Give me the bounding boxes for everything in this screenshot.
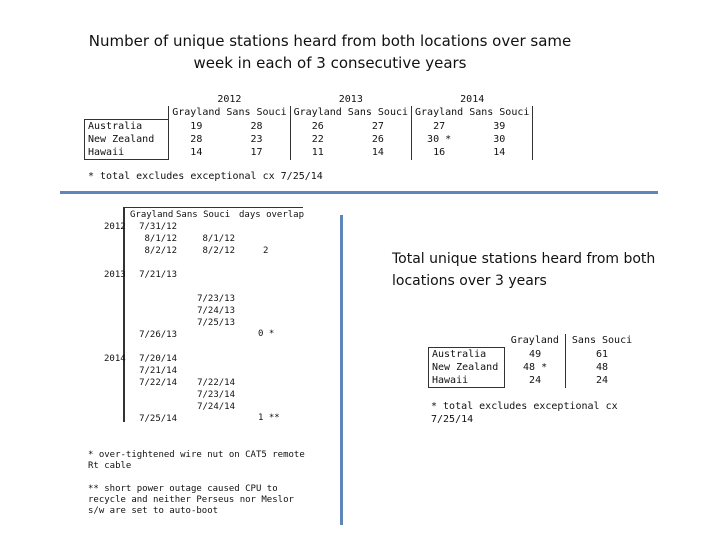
page-title xyxy=(60,30,600,74)
sans-souci-date: 7/24/14 xyxy=(197,402,235,412)
totals-header-grayland: Grayland xyxy=(510,335,559,347)
vertical-divider xyxy=(340,215,343,525)
table-cell: 22 xyxy=(311,134,324,145)
totals-title xyxy=(392,248,692,292)
col-sans-souci-2013: Sans Souci xyxy=(345,106,412,120)
table-row xyxy=(85,146,533,160)
table-cell: 48 * xyxy=(523,362,548,373)
sans-souci-date: 7/22/14 xyxy=(197,378,235,388)
schedule-top-border xyxy=(123,207,303,208)
totals-row-label-hawaii: Hawaii xyxy=(429,374,505,388)
col-sans-souci-2014: Sans Souci xyxy=(466,106,533,120)
totals-note: * total excludes exceptional cx 7/25/14 xyxy=(431,401,618,425)
grayland-date: 7/26/13 xyxy=(139,330,177,340)
horizontal-divider xyxy=(60,191,658,194)
sans-souci-date: 7/23/13 xyxy=(197,294,235,304)
grayland-date: 7/21/13 xyxy=(139,270,177,280)
year-header-2014: 2014 xyxy=(460,94,485,105)
year-label-2012: 2012 xyxy=(104,222,126,232)
sans-souci-date: 7/23/14 xyxy=(197,390,235,400)
totals-title-line-2: locations over 3 years xyxy=(392,273,547,289)
schedule-left-border xyxy=(123,207,125,422)
schedule-header-grayland: Grayland xyxy=(130,210,174,220)
table-cell: 24 xyxy=(565,374,638,388)
table-cell: 26 xyxy=(311,120,324,132)
overlap-2014: 1 ** xyxy=(258,413,280,423)
yearly-stations-table xyxy=(84,93,533,160)
col-grayland-2013: Grayland xyxy=(293,107,342,119)
table-cell: 28 xyxy=(190,134,203,145)
totals-row-label-australia: Australia xyxy=(429,348,505,362)
table1-note: * total excludes exceptional cx 7/25/14 xyxy=(88,171,323,182)
totals-title-line-1: Total unique stations heard from both xyxy=(392,251,656,267)
totals-header-sans-souci: Sans Souci xyxy=(565,334,638,348)
row-label-hawaii: Hawaii xyxy=(85,146,169,160)
grayland-date: 7/31/12 xyxy=(139,222,177,232)
table-cell: 23 xyxy=(223,133,290,146)
schedule-header-sans-souci: Sans Souci xyxy=(176,210,231,220)
grayland-date: 7/25/14 xyxy=(139,414,177,424)
table-row xyxy=(429,348,639,362)
year-label-2013: 2013 xyxy=(104,270,126,280)
sans-souci-date: 7/24/13 xyxy=(197,306,235,316)
table-cell: 19 xyxy=(190,120,203,132)
schedule-header-days-overlap: days overlap xyxy=(239,210,305,220)
year-header-2013: 2013 xyxy=(338,94,363,105)
table-row xyxy=(429,361,639,374)
table-cell: 14 xyxy=(190,147,203,159)
table-cell: 14 xyxy=(345,146,412,160)
totals-row-label-new-zealand: New Zealand xyxy=(429,361,505,374)
table-cell: 27 xyxy=(433,120,446,132)
totals-table xyxy=(428,334,638,388)
footnote-power-outage: ** short power outage caused CPU to recycle and neither Perseus nor Meslor s/w are set to auto-boot xyxy=(88,484,294,516)
row-label-australia: Australia xyxy=(85,120,169,134)
overlap-2012: 2 xyxy=(263,246,269,256)
row-label-new-zealand: New Zealand xyxy=(85,133,169,146)
grayland-date: 7/21/14 xyxy=(139,366,177,376)
col-grayland-2014: Grayland xyxy=(415,107,464,119)
title-line-2: week in each of 3 consecutive years xyxy=(193,54,467,72)
overlap-2013: 0 * xyxy=(258,329,275,339)
footnote-wire-nut: * over-tightened wire nut on CAT5 remote Rt cable xyxy=(88,450,305,471)
table-cell: 16 xyxy=(433,147,446,159)
title-line-1: Number of unique stations heard from both locations over same xyxy=(88,32,572,50)
table-cell: 30 * xyxy=(427,134,452,145)
table-cell: 48 xyxy=(565,361,638,374)
sans-souci-date: 7/25/13 xyxy=(197,318,235,328)
table-row xyxy=(85,133,533,146)
year-label-2014: 2014 xyxy=(104,354,126,364)
table-row xyxy=(429,374,639,388)
grayland-date: 7/22/14 xyxy=(139,378,177,388)
table-cell: 49 xyxy=(529,348,542,360)
table-cell: 27 xyxy=(345,120,412,134)
grayland-date: 8/2/12 xyxy=(144,246,177,256)
table-row xyxy=(85,120,533,134)
table-cell: 61 xyxy=(565,348,638,362)
col-grayland-2012: Grayland xyxy=(169,106,224,120)
table-cell: 39 xyxy=(466,120,533,134)
table-cell: 11 xyxy=(311,147,324,159)
table-cell: 24 xyxy=(529,375,542,387)
table-cell: 30 xyxy=(466,133,533,146)
sans-souci-date: 8/1/12 xyxy=(202,234,235,244)
table-cell: 14 xyxy=(466,146,533,160)
grayland-date: 7/20/14 xyxy=(139,354,177,364)
year-header-2012: 2012 xyxy=(217,94,242,105)
col-sans-souci-2012: Sans Souci xyxy=(223,106,290,120)
grayland-date: 8/1/12 xyxy=(144,234,177,244)
table-cell: 17 xyxy=(223,146,290,160)
table-cell: 26 xyxy=(345,133,412,146)
sans-souci-date: 8/2/12 xyxy=(202,246,235,256)
table-cell: 28 xyxy=(223,120,290,134)
